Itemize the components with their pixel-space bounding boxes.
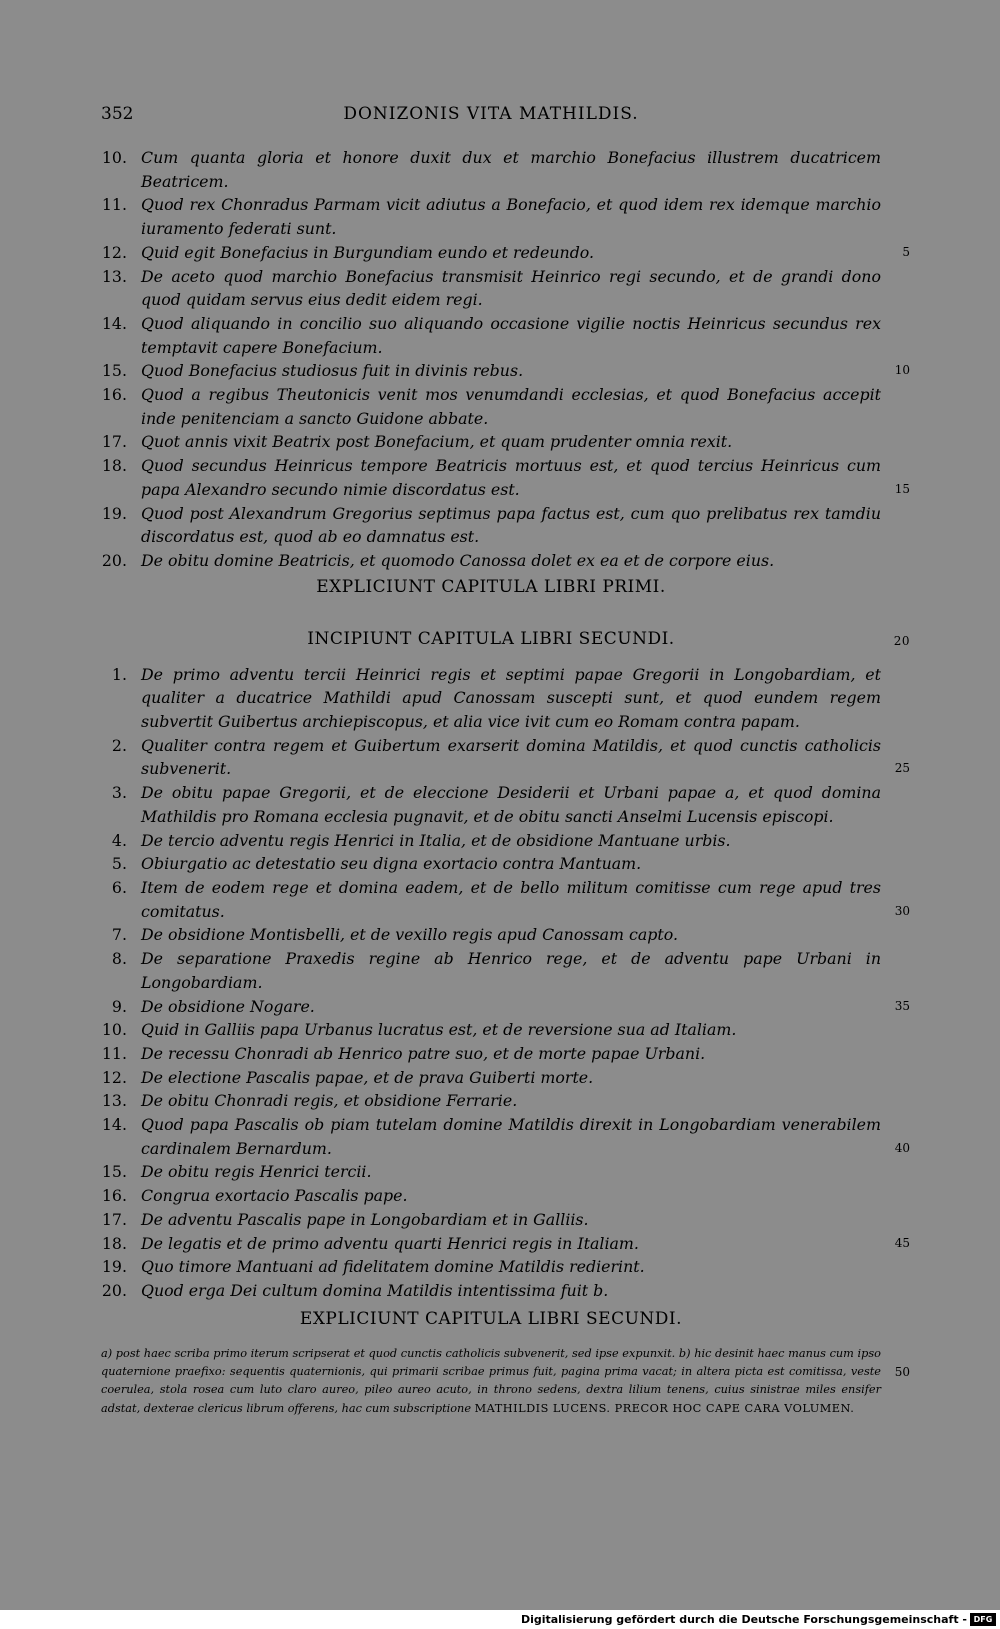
footnotes <box>101 1345 910 1419</box>
chapter-item <box>101 265 881 312</box>
chapter-item <box>101 146 881 193</box>
chapter-number: 10. <box>101 148 127 167</box>
chapter-number: 4. <box>111 830 127 850</box>
chapter-item <box>101 829 881 853</box>
chapter-number: 15. <box>101 1162 127 1182</box>
book2-chapter-list <box>101 663 910 1303</box>
dfg-logo: DFG <box>970 1613 996 1626</box>
chapter-item <box>101 1255 881 1279</box>
chapter-title: De obitu papae Gregorii, et de eleccione Desiderii et Urbani papae a, et quod domina Mathildis pro Romana ecclesia pugnavit, et de obitu sancti Anselmi Lucensis episcopi. <box>141 783 881 826</box>
chapter-title: Quod a regibus Theutonicis venit mos venumdandi ecclesias, et quod Bonefacius accepit inde penitenciam a sancto Guidone abbate. <box>141 385 881 428</box>
chapter-number: 15. <box>101 361 127 381</box>
incipit-book2-text: INCIPIUNT CAPITULA LIBRI SECUNDI. <box>307 628 675 649</box>
chapter-item <box>101 1279 881 1303</box>
chapter-item <box>101 781 881 828</box>
chapter-title: Qualiter contra regem et Guibertum exarserit domina Matildis, et quod cunctis catholicis subvenerit. <box>141 735 881 779</box>
chapter-number: 18. <box>101 456 127 476</box>
chapter-number: 19. <box>101 503 127 523</box>
chapter-number: 12. <box>101 1067 127 1087</box>
chapter-number: 13. <box>101 266 127 286</box>
chapter-item <box>101 454 910 501</box>
chapter-title: De separatione Praxedis regine ab Henrico rege, et de adventu pape Urbani in Longobardiam. <box>141 949 881 992</box>
chapter-number: 12. <box>101 242 127 262</box>
chapter-title: Quod erga Dei cultum domina Matildis intentissima fuit b. <box>141 1280 609 1300</box>
chapter-number: 8. <box>111 949 127 969</box>
funding-credit: Digitalisierung gefördert durch die Deutsche Forschungsgemeinschaft - <box>520 1613 967 1626</box>
chapter-number: 11. <box>101 1043 127 1063</box>
chapter-item <box>101 1160 881 1184</box>
chapter-number: 5. <box>111 854 127 874</box>
chapter-number: 14. <box>101 313 127 333</box>
chapter-number: 9. <box>111 996 127 1016</box>
line-number-marker: 45 <box>894 1235 910 1250</box>
chapter-item <box>101 383 881 430</box>
chapter-number: 2. <box>111 735 127 755</box>
chapter-number: 6. <box>111 877 127 897</box>
chapter-title: Quod aliquando in concilio suo aliquando occasione vigilie noctis Heinricus secundus rex temptavit capere Bonefacium. <box>141 313 881 357</box>
chapter-item <box>101 1113 910 1160</box>
main-column <box>101 146 910 1418</box>
chapter-number: 17. <box>101 1209 127 1229</box>
chapter-title: Quid in Galliis papa Urbanus lucratus est, et de reversione sua ad Italiam. <box>141 1020 737 1040</box>
chapter-title: Congrua exortacio Pascalis pape. <box>141 1186 408 1206</box>
chapter-title: Quod post Alexandrum Gregorius septimus papa factus est, cum quo prelibatus rex tamdiu discordatus est, quod ab eo damnatus est. <box>141 503 881 547</box>
chapter-item <box>101 876 910 923</box>
chapter-title: De legatis et de primo adventu quarti Henrici regis in Italiam. <box>141 1233 639 1253</box>
chapter-item <box>101 852 881 876</box>
chapter-title: Quo timore Mantuani ad fidelitatem domine Matildis redierint. <box>141 1257 645 1277</box>
chapter-number: 13. <box>101 1091 127 1111</box>
chapter-title: Quod secundus Heinricus tempore Beatricis mortuus est, et quod tercius Heinricus cum papa Alexandro secundo nimie discordatus est. <box>141 456 881 499</box>
line-number-marker: 35 <box>894 998 910 1013</box>
chapter-number: 18. <box>101 1233 127 1253</box>
line-number-marker: 10 <box>894 363 910 378</box>
chapter-item <box>101 1042 881 1066</box>
chapter-item <box>101 995 910 1019</box>
chapter-title: De tercio adventu regis Henrici in Italia, et de obsidione Mantuane urbis. <box>141 830 731 850</box>
chapter-number: 16. <box>101 1186 127 1206</box>
line-number-marker: 50 <box>894 1364 910 1379</box>
chapter-item <box>101 1184 881 1208</box>
chapter-title: Cum quanta gloria et honore duxit dux et marchio Bonefacius illustrem ducatricem Beatricem. <box>141 148 881 191</box>
chapter-number: 11. <box>101 195 127 215</box>
chapter-item <box>101 430 881 454</box>
chapter-item <box>101 923 881 947</box>
line-number-marker: 30 <box>894 903 910 918</box>
page-header <box>101 104 881 130</box>
chapter-number: 1. <box>111 664 127 684</box>
chapter-number: 20. <box>101 1280 127 1300</box>
chapter-item <box>101 312 881 359</box>
chapter-number: 19. <box>101 1257 127 1277</box>
footer-bar <box>0 1610 1000 1629</box>
chapter-item <box>101 1018 881 1042</box>
chapter-title: De obitu domine Beatricis, et quomodo Canossa dolet ex ea et de corpore eius. <box>141 550 775 570</box>
footnote-text: a) post haec scriba primo iterum scripserat et quod cunctis catholicis subvenerit, sed ipse expunxit. b) hic desinit haec manus cum ipso quaternione praefixo: sequentis quaternionis, qui primarii scribae primus fuit, pagina prima vacat; in altera picta est comitissa, veste coerulea, stola rosea cum luto claro aureo, pileo aureo acuto, in throno sedens, dextra lilium tenens, cuius sinistrae miles ensifer adstat, dexterae clericus librum offerens, hac cum subscriptione <box>101 1346 881 1415</box>
line-number-marker: 20 <box>893 633 910 648</box>
chapter-item <box>101 359 910 383</box>
chapter-number: 16. <box>101 385 127 405</box>
chapter-item <box>101 241 910 265</box>
chapter-title: De obsidione Montisbelli, et de vexillo regis apud Canossam capto. <box>141 925 678 945</box>
line-number-marker: 40 <box>894 1140 910 1155</box>
chapter-title: De electione Pascalis papae, et de prava Guiberti morte. <box>141 1067 594 1087</box>
chapter-title: De primo adventu tercii Heinrici regis et septimi papae Gregorii in Longobardiam, et qualiter a ducatrice Mathildi apud Canossam suscepti sunt, et quod eundem regem subvertit Guibertus archiepiscopus, et alia vice ivit cum eo Romam contra papam. <box>141 664 881 732</box>
chapter-item <box>101 193 881 240</box>
chapter-item <box>101 1208 881 1232</box>
chapter-item <box>101 947 881 994</box>
chapter-item <box>101 734 910 781</box>
chapter-title: Obiurgatio ac detestatio seu digna exortacio contra Mantuam. <box>141 854 642 874</box>
chapter-item <box>101 1232 910 1256</box>
chapter-title: De recessu Chonradi ab Henrico patre suo, et de morte papae Urbani. <box>141 1043 706 1063</box>
chapter-title: Quot annis vixit Beatrix post Bonefacium, et quam prudenter omnia rexit. <box>141 432 733 452</box>
chapter-number: 17. <box>101 432 127 452</box>
footnote-inscription: MATHILDIS LUCENS. PRECOR HOC CAPE CARA VOLUMEN. <box>474 1401 855 1415</box>
chapter-title: De obitu Chonradi regis, et obsidione Ferrarie. <box>141 1091 518 1111</box>
running-title: DONIZONIS VITA MATHILDIS. <box>343 104 639 124</box>
book1-chapter-list <box>101 146 910 573</box>
chapter-title: Quod rex Chonradus Parmam vicit adiutus a Bonefacio, et quod idem rex idemque marchio iuramento federati sunt. <box>141 195 881 239</box>
explicit-book1: EXPLICIUNT CAPITULA LIBRI PRIMI. <box>316 576 666 597</box>
chapter-title: De aceto quod marchio Bonefacius transmisit Heinrico regi secundo, et de grandi dono quod quidam servus eius dedit eidem regi. <box>141 266 881 310</box>
chapter-item <box>101 1066 881 1090</box>
chapter-number: 20. <box>101 550 127 570</box>
chapter-item <box>101 502 881 549</box>
chapter-number: 10. <box>101 1020 127 1040</box>
chapter-item <box>101 1089 881 1113</box>
incipit-book2 <box>101 627 910 651</box>
chapter-title: Quid egit Bonefacius in Burgundiam eundo et redeundo. <box>141 242 595 262</box>
chapter-number: 14. <box>101 1115 127 1135</box>
line-number-marker: 15 <box>894 481 910 496</box>
chapter-number: 7. <box>111 925 127 945</box>
chapter-item <box>101 663 881 734</box>
chapter-title: Quod Bonefacius studiosus fuit in divinis rebus. <box>141 361 524 381</box>
chapter-number: 3. <box>111 783 127 803</box>
chapter-title: De obitu regis Henrici tercii. <box>141 1162 372 1182</box>
page-number: 352 <box>101 104 134 124</box>
chapter-title: Quod papa Pascalis ob piam tutelam domine Matildis direxit in Longobardiam venerabilem cardinalem Bernardum. <box>141 1115 881 1158</box>
chapter-title: De obsidione Nogare. <box>141 996 315 1016</box>
chapter-item <box>101 549 881 573</box>
line-number-marker: 5 <box>902 244 910 259</box>
chapter-title: Item de eodem rege et domina eadem, et de bello militum comitisse cum rege apud tres comitatus. <box>141 877 881 921</box>
explicit-book2: EXPLICIUNT CAPITULA LIBRI SECUNDI. <box>299 1308 683 1329</box>
line-number-marker: 25 <box>894 761 910 776</box>
chapter-title: De adventu Pascalis pape in Longobardiam et in Galliis. <box>141 1209 589 1229</box>
